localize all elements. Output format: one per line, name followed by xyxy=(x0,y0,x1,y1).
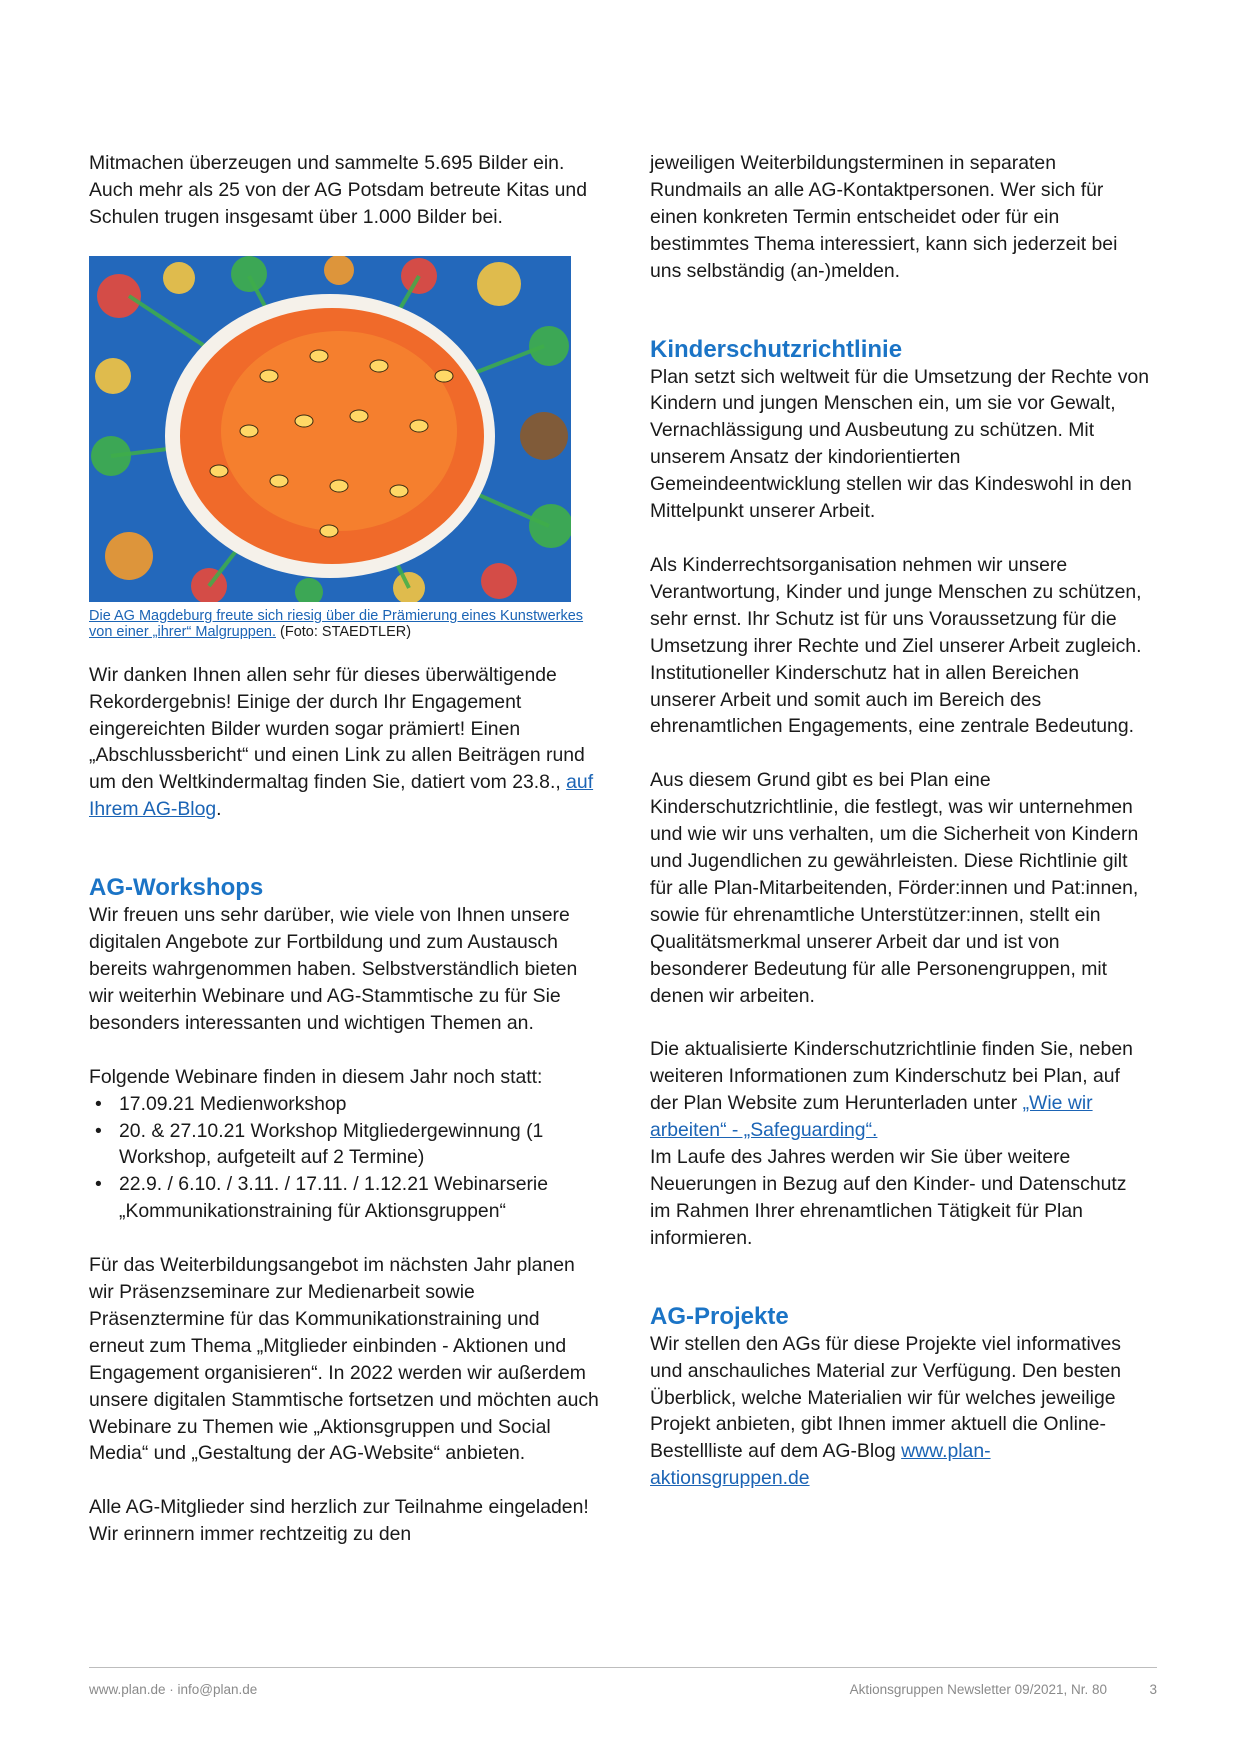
list-item-text: 22.9. / 6.10. / 3.11. / 17.11. / 1.12.21 Webinarserie „Kommunikationstraining für Aktionsgruppen“ xyxy=(119,1173,549,1223)
right-column xyxy=(650,150,1150,1492)
list-item xyxy=(89,1091,599,1118)
list-item xyxy=(89,1118,599,1172)
thanks-paragraph xyxy=(89,662,599,823)
page-footer xyxy=(89,1667,1157,1697)
page-number: 3 xyxy=(1149,1682,1157,1697)
workshops-heading: AG-Workshops xyxy=(89,874,264,902)
child-protection-paragraph-2: Als Kinderrechtsorganisation nehmen wir unsere Verantwortung, Kinder und junge Menschen zu schützen, sehr ernst. Ihr Schutz ist für uns Voraussetzung für die Umsetzung ihrer Rechte und Ziel unserer Arbeit zugleich. Institutioneller Kinderschutz hat in allen Bereichen unserer Arbeit und somit auch im Bereich des ehrenamtlichen Engagements, eine zentrale Bedeutung. xyxy=(650,553,1142,738)
photo-caption-link[interactable]: Die AG Magdeburg freute sich riesig über die Prämierung eines Kunstwerkes von einer „ihrer“ Malgruppen. xyxy=(89,607,584,640)
webinar-list xyxy=(89,1091,599,1226)
list-item-text: 20. & 27.10.21 Workshop Mitgliedergewinnung (1 Workshop, aufgeteilt auf 2 Termine) xyxy=(119,1119,544,1169)
child-protection-paragraph-4 xyxy=(650,1036,1150,1144)
aktionsgruppen-website-link[interactable]: www.plan-aktionsgruppen.de xyxy=(650,1440,991,1490)
left-column xyxy=(89,150,599,1548)
bullet-icon: • xyxy=(95,1173,102,1196)
child-protection-paragraph-5: Im Laufe des Jahres werden wir Sie über weitere Neuerungen in Bezug auf den Kinder- und Datenschutz im Rahmen Ihrer ehrenamtlichen Tätigkeit für Plan informieren. xyxy=(650,1146,1127,1249)
photo-caption xyxy=(89,608,599,640)
footer-newsletter-title: Aktionsgruppen Newsletter 09/2021, Nr. 80 xyxy=(849,1682,1107,1697)
continuation-paragraph: jeweiligen Weiterbildungsterminen in separaten Rundmails an alle AG-Kontaktpersonen. Wer sich für einen konkreten Termin entscheidet oder für ein bestimmtes Thema interessiert, kann sich jederzeit bei uns selbständig (an-)melden. xyxy=(650,152,1118,282)
list-item-text: 17.09.21 Medienworkshop xyxy=(119,1092,347,1115)
footer-contact: www.plan.de · info@plan.de xyxy=(89,1682,258,1697)
workshops-paragraph-1: Wir freuen uns sehr darüber, wie viele von Ihnen unsere digitalen Angebote zur Fortbildung und zum Austausch bereits wahrgenommen haben. Selbstverständlich bieten wir weiterhin Webinare und AG-Stammtische zu für Sie besonders interessanten und wichtigen Themen an. xyxy=(89,904,578,1034)
bullet-icon: • xyxy=(95,1119,102,1142)
workshops-paragraph-3: Alle AG-Mitglieder sind herzlich zur Teilnahme eingeladen! Wir erinnern immer rechtzeitig zu den xyxy=(89,1496,589,1546)
projects-heading: AG-Projekte xyxy=(650,1302,789,1330)
workshops-paragraph-2: Für das Weiterbildungsangebot im nächsten Jahr planen wir Präsenzseminare zur Medienarbeit sowie Präsenztermine für das Kommunikationstraining und erneut zum Thema „Mitglieder einbinden - Aktionen und Engagement organisieren“. In 2022 werden wir außerdem unsere digitalen Stammtische fortsetzen und möchten auch Webinare zu Themen wie „Aktionsgruppen und Social Media“ und „Gestaltung der AG-Website“ anbieten. xyxy=(89,1254,599,1465)
ag-blog-link[interactable]: auf Ihrem AG-Blog xyxy=(89,771,594,821)
safeguarding-link[interactable]: „Wie wir arbeiten“ - „Safeguarding“. xyxy=(650,1092,1093,1142)
child-protection-paragraph-1: Plan setzt sich weltweit für die Umsetzung der Rechte von Kindern und jungen Menschen ein, um sie vor Gewalt, Vernachlässigung und Ausbeutung zu schützen. Mit unserem Ansatz der kindorientierten Gemeindeentwicklung stellen wir das Kindeswohl in den Mittelpunkt unserer Arbeit. xyxy=(650,365,1149,523)
projects-paragraph xyxy=(650,1331,1150,1492)
webinar-list-intro: Folgende Webinare finden in diesem Jahr noch statt: xyxy=(89,1065,543,1088)
intro-paragraph: Mitmachen überzeugen und sammelte 5.695 Bilder ein. Auch mehr als 25 von der AG Potsdam betreute Kitas und Schulen trugen insgesamt über 1.000 Bilder bei. xyxy=(89,152,587,228)
artwork-photo xyxy=(89,256,571,602)
child-protection-text: Die aktualisierte Kinderschutzrichtlinie finden Sie, neben weiteren Informationen zum Kinderschutz bei Plan, auf der Plan Website zum Herunterladen unter xyxy=(650,1038,1133,1115)
thanks-end: . xyxy=(216,798,222,821)
bullet-icon: • xyxy=(95,1092,102,1115)
thanks-text: Wir danken Ihnen allen sehr für dieses überwältigende Rekordergebnis! Einige der durch Ihr Engagement eingereichten Bilder wurden sogar prämiert! Einen „Abschlussbericht“ und einen Link zu allen Beiträgen rund um den Weltkindermaltag finden Sie, datiert vom 23.8., xyxy=(89,663,585,794)
list-item xyxy=(89,1171,599,1225)
projects-text: Wir stellen den AGs für diese Projekte viel informatives und anschauliches Material zur Verfügung. Den besten Überblick, welche Materialien wir für welches jeweilige Projekt anbieten, gibt Ihnen immer aktuell die Online-Bestellliste auf dem AG-Blog xyxy=(650,1332,1122,1463)
child-protection-paragraph-3: Aus diesem Grund gibt es bei Plan eine Kinderschutzrichtlinie, die festlegt, was wir unternehmen und wie wir uns verhalten, um die Sicherheit von Kindern und Jugendlichen zu gewährleisten. Diese Richtlinie gilt für alle Plan-Mitarbeitenden, Förder:innen und Pat:innen, sowie für ehrenamtliche Unterstützer:innen, stellt ein Qualitätsmerkmal unserer Arbeit dar und ist von besonderer Bedeutung für alle Personengruppen, mit denen wir arbeiten. xyxy=(650,769,1139,1007)
photo-credit: (Foto: STAEDTLER) xyxy=(275,623,412,640)
child-protection-heading: Kinderschutzrichtlinie xyxy=(650,335,903,363)
